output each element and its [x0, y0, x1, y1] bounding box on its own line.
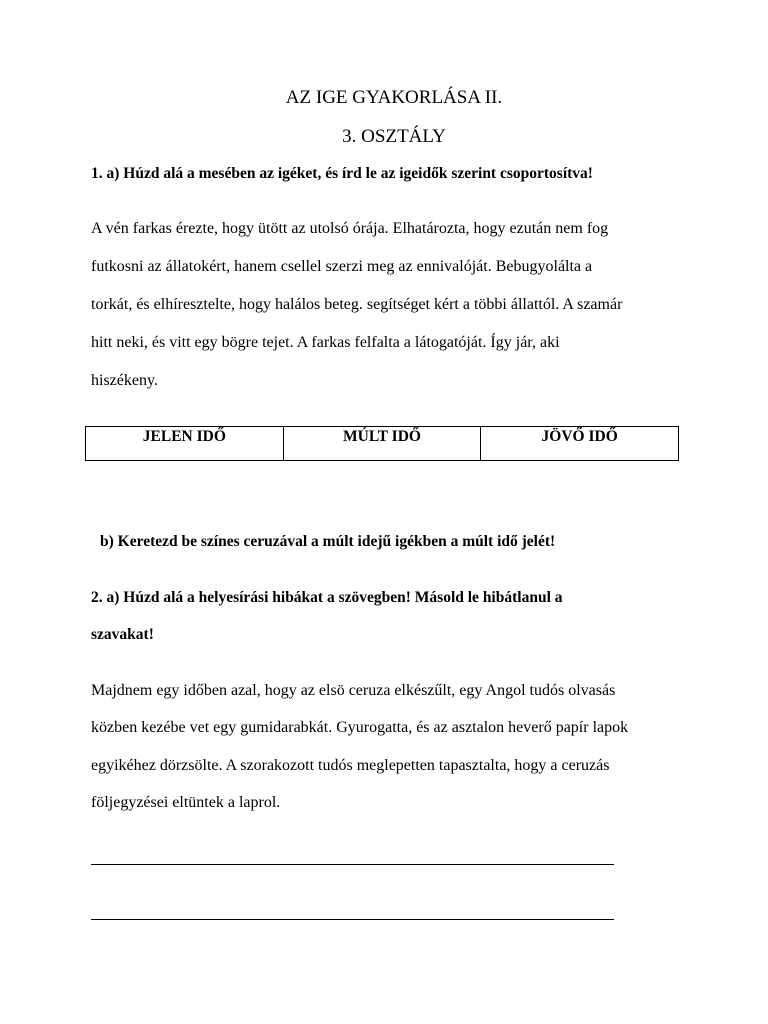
story-line: hiszékeny.: [91, 372, 158, 389]
text-line: följegyzései eltüntek a laprol.: [91, 794, 281, 811]
header-future-tense: JÖVŐ IDŐ: [481, 427, 679, 461]
text-line: közben kezébe vet egy gumidarabkát. Gyurogatta, és az asztalon heverő papír lapok: [91, 719, 629, 736]
header-past-tense: MÚLT IDŐ: [283, 427, 481, 461]
text-line: Majdnem egy időben azal, hogy az elsö ceruza elkészűlt, egy Angol tudós olvasás: [91, 682, 616, 699]
document-subtitle: 3. OSZTÁLY: [342, 126, 446, 147]
answer-line: [91, 919, 614, 920]
task-2a-instruction-cont: szavakat!: [91, 626, 154, 643]
task-1a-instruction: 1. a) Húzd alá a mesében az igéket, és írd le az igeidők szerint csoportosítva!: [91, 165, 593, 182]
story-line: hitt neki, és vitt egy bögre tejet. A farkas felfalta a látogatóját. Így jár, aki: [91, 334, 560, 351]
task-1b-instruction: b) Keretezd be színes ceruzával a múlt idejű igékben a múlt idő jelét!: [100, 533, 556, 550]
text-line: egyikéhez dörzsölte. A szorakozott tudós meglepetten tapasztalta, hogy a ceruzás: [91, 757, 610, 774]
task-2a-instruction: 2. a) Húzd alá a helyesírási hibákat a szövegben! Másold le hibátlanul a: [91, 589, 563, 606]
story-line: A vén farkas érezte, hogy ütött az utolsó órája. Elhatározta, hogy ezután nem fog: [91, 220, 609, 237]
document-title: AZ IGE GYAKORLÁSA II.: [285, 87, 503, 108]
story-line: torkát, és elhíresztelte, hogy halálos beteg. segítséget kért a többi állattól. A szamár: [91, 296, 623, 313]
header-present-tense: JELEN IDŐ: [86, 427, 284, 461]
verb-tense-table: [85, 426, 679, 461]
story-line: futkosni az állatokért, hanem csellel szerzi meg az ennivalóját. Bebugyolálta a: [91, 258, 593, 275]
answer-line: [91, 864, 614, 865]
